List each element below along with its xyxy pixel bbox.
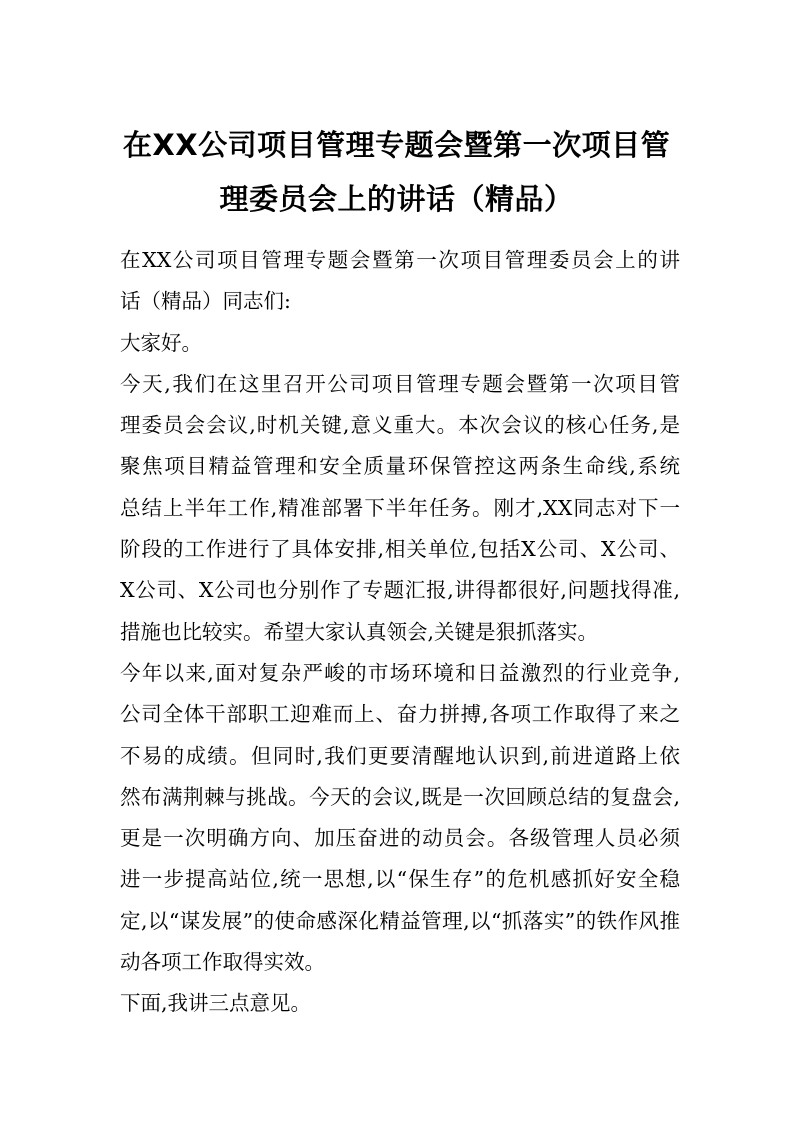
body-line: 话（精品）同志们: bbox=[120, 289, 291, 314]
body-line: 进一步提高站位,统一思想,以“保生存”的危机感抓好安全稳 bbox=[120, 867, 680, 892]
body-line: 今天,我们在这里召开公司项目管理专题会暨第一次项目管 bbox=[120, 371, 680, 396]
document-title bbox=[100, 118, 693, 226]
body-line: 公司全体干部职工迎难而上、奋力拼搏,各项工作取得了来之 bbox=[120, 702, 680, 727]
body-line: 理委员会会议,时机关键,意义重大。本次会议的核心任务,是 bbox=[120, 413, 680, 438]
document-body bbox=[120, 240, 680, 1025]
body-line: 阶段的工作进行了具体安排,相关单位,包括X公司、X公司、 bbox=[120, 537, 680, 562]
body-line: 不易的成绩。但同时,我们更要清醒地认识到,前进道路上依 bbox=[120, 743, 680, 768]
body-line: 聚焦项目精益管理和安全质量环保管控这两条生命线,系统 bbox=[120, 454, 680, 479]
body-line: 措施也比较实。希望大家认真领会,关键是狠抓落实。 bbox=[120, 619, 599, 644]
body-line: 总结上半年工作,精准部署下半年任务。刚才,XX同志对下一 bbox=[120, 495, 680, 520]
body-line: 然布满荆棘与挑战。今天的会议,既是一次回顾总结的复盘会, bbox=[120, 784, 680, 809]
body-line: 定,以“谋发展”的使命感深化精益管理,以“抓落实”的铁作风推 bbox=[120, 908, 680, 933]
title-line-2: 理委员会上的讲话（精品） bbox=[219, 182, 574, 216]
body-line: 动各项工作取得实效。 bbox=[120, 950, 325, 975]
body-line: 大家好。 bbox=[120, 330, 202, 355]
body-line: 更是一次明确方向、加压奋进的动员会。各级管理人员必须 bbox=[120, 826, 680, 851]
body-line: 下面,我讲三点意见。 bbox=[120, 991, 312, 1016]
title-line-1: 在XX公司项目管理专题会暨第一次项目管 bbox=[122, 128, 671, 162]
body-line: 今年以来,面对复杂严峻的市场环境和日益激烈的行业竞争, bbox=[120, 660, 680, 685]
body-line: 在XX公司项目管理专题会暨第一次项目管理委员会上的讲 bbox=[120, 248, 680, 272]
body-line: X公司、X公司也分别作了专题汇报,讲得都很好,问题找得准, bbox=[120, 578, 680, 603]
